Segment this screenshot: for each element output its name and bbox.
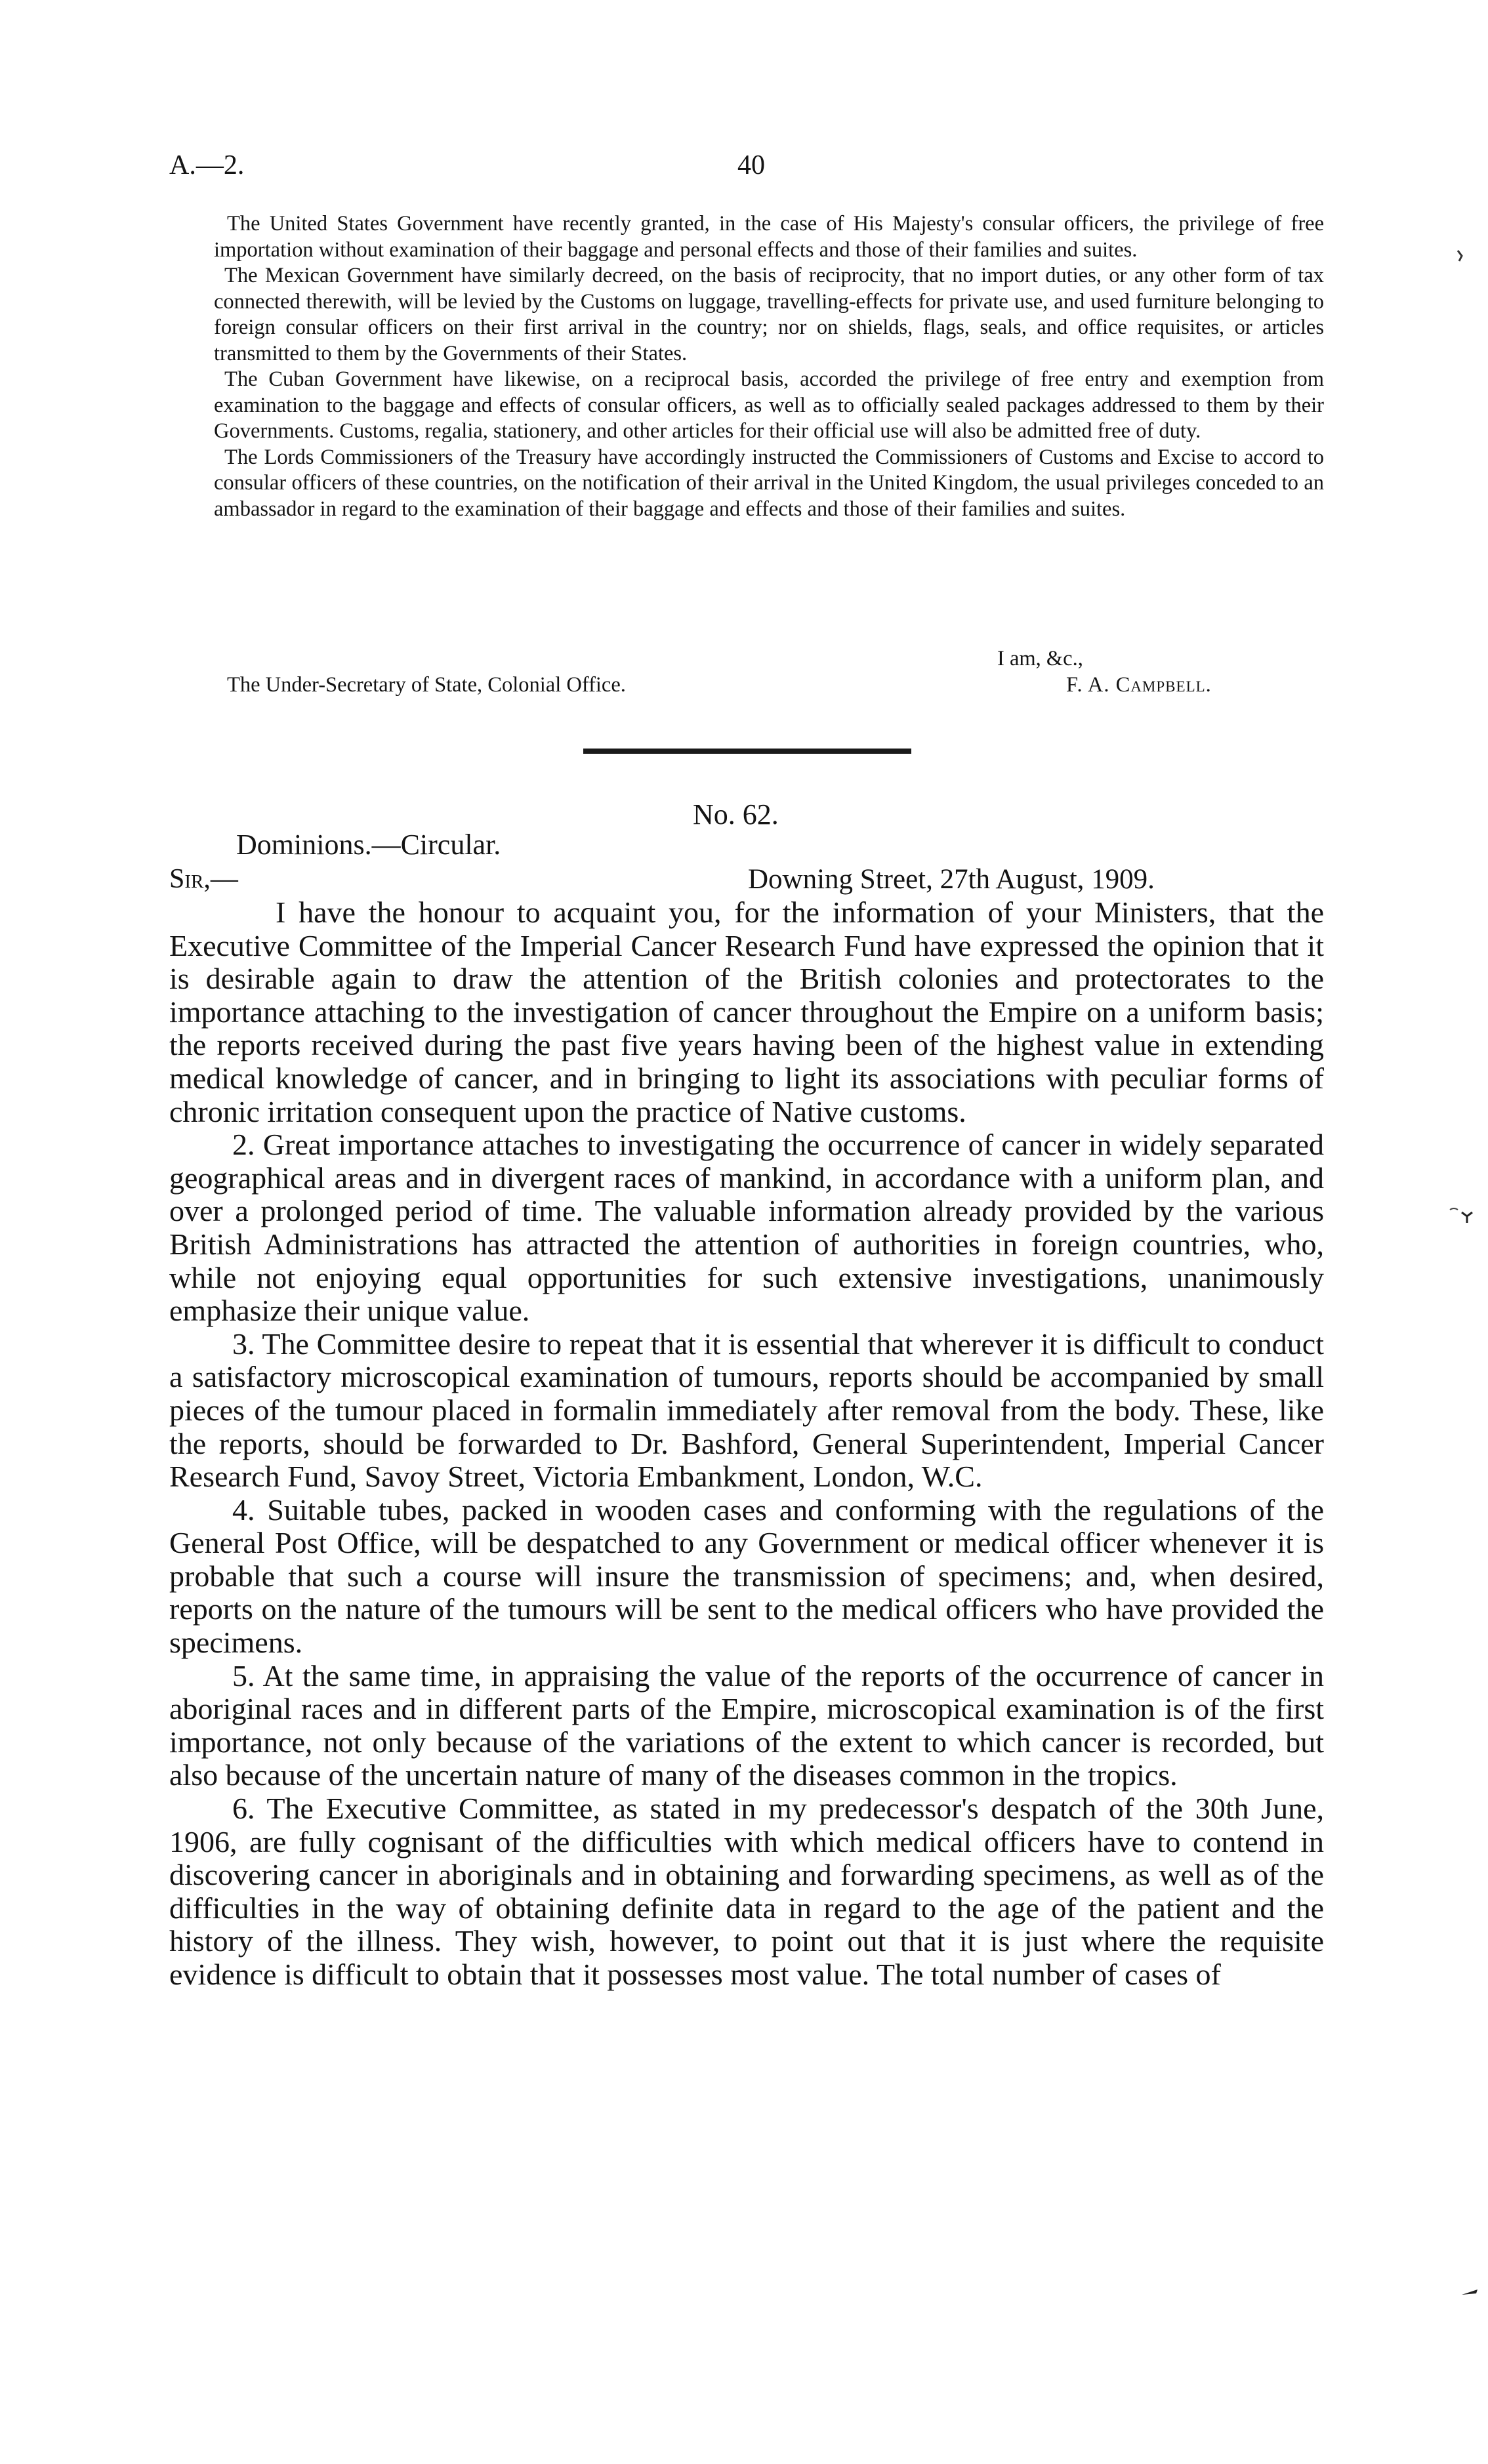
section-divider: [583, 749, 911, 754]
letter-addressee: The Under-Secretary of State, Colonial Office.: [227, 673, 626, 697]
previous-letter-paragraph: The Cuban Government have likewise, on a reciprocal basis, accorded the privilege of free entry and exemption from examination to the baggage and effects of consular officers, as well as to officially sealed packages addressed to them by their Governments. Customs, regalia, stationery, and other articles for their official use will also be admitted free of duty.: [214, 367, 1324, 443]
despatch-paragraph: 3. The Committee desire to repeat that it is essential that wherever it is difficult to conduct a satisfactory microscopical examination of tumours, reports should be accompanied by small pieces of the tumour placed in formalin immediately after removal from the body. These, like the reports, should be forwarded to Dr. Bashford, General Superintendent, Imperial Cancer Research Fund, Savoy Street, Victoria Embankment, London, W.C.: [169, 1326, 1324, 1494]
salutation: Sir,—: [169, 864, 238, 894]
scan-mark-1: [1455, 249, 1464, 262]
page-number: 40: [737, 150, 765, 180]
letter-signatory: F. A. Campbell.: [1066, 673, 1212, 697]
letter-closing: I am, &c.,: [997, 647, 1083, 670]
scan-mark-3: [1460, 2286, 1480, 2297]
circular-heading: Dominions.—Circular.: [236, 829, 501, 861]
previous-letter-paragraph: The Lords Commissioners of the Treasury have accordingly instructed the Commissioners of Customs and Excise to accord to consular officers of these countries, on the notification of their arrival in the United Kingdom, the usual privileges conceded to an ambassador in regard to the examination of their baggage and effects and those of their families and suites.: [214, 445, 1324, 521]
despatch-body: [169, 896, 1324, 1992]
previous-letter-paragraph: The Mexican Government have similarly decreed, on the basis of reciprocity, that no import duties, or any other form of tax connected therewith, will be levied by the Customs on luggage, travelling-effects for private use, and used furniture belonging to foreign consular officers on their first arrival in the country; nor on shields, flags, seals, and office requisites, or articles transmitted to them by the Governments of their States.: [214, 264, 1324, 365]
despatch-paragraph: 4. Suitable tubes, packed in wooden cases and conforming with the regulations of the General Post Office, will be despatched to any Government or medical officer whenever it is probable that such a course will insure the transmission of specimens; and, when desired, reports on the nature of the tumours will be sent to the medical officers who have provided the specimens.: [169, 1492, 1324, 1660]
document-reference: A.—2.: [169, 150, 245, 180]
dateline: Downing Street, 27th August, 1909.: [748, 864, 1155, 895]
despatch-paragraph: I have the honour to acquaint you, for the information of your Ministers, that the Executive Committee of the Imperial Cancer Research Fund have expressed the opinion that it is desirable again to draw the attention of the British colonies and protectorates to the importance attaching to the investigation of cancer throughout the Empire on a uniform basis; the reports received during the past five years having been of the highest value in extending medical knowledge of cancer, and in bringing to light its associations with peculiar forms of chronic irritation consequent upon the practice of Native customs.: [169, 895, 1324, 1128]
scan-mark-2: [1449, 1206, 1475, 1225]
despatch-number: No. 62.: [693, 798, 779, 831]
previous-letter-paragraph: The United States Government have recently granted, in the case of His Majesty's consular officers, the privilege of free importation without examination of their baggage and personal effects and those of their families and suites.: [214, 212, 1324, 262]
despatch-paragraph: 2. Great importance attaches to investigating the occurrence of cancer in widely separated geographical areas and in divergent races of mankind, in accordance with a uniform plan, and over a prolonged period of time. The valuable information already provided by the various British Administrations has attracted the attention of authorities in foreign countries, who, while not enjoying equal opportunities for such extensive investigations, unanimously emphasize their unique value.: [169, 1128, 1324, 1328]
previous-letter-body: [214, 211, 1324, 522]
page-header: [169, 150, 1324, 189]
despatch-paragraph: 6. The Executive Committee, as stated in my predecessor's despatch of the 30th June, 1906, are fully cognisant of the difficulties with which medical officers have to contend in discovering cancer in aboriginals and in obtaining and forwarding specimens, as well as of the difficulties in the way of obtaining definite data in regard to the age of the patient and the history of the illness. They wish, however, to point out that it is just where the requisite evidence is difficult to obtain that it possesses most value. The total number of cases of: [169, 1792, 1324, 1991]
despatch-paragraph: 5. At the same time, in appraising the value of the reports of the occurrence of cancer in aboriginal races and in different parts of the Empire, microscopical examination is of the first importance, not only because of the variations of the extent to which cancer is recorded, but also because of the uncertain nature of many of the diseases common in the tropics.: [169, 1658, 1324, 1792]
